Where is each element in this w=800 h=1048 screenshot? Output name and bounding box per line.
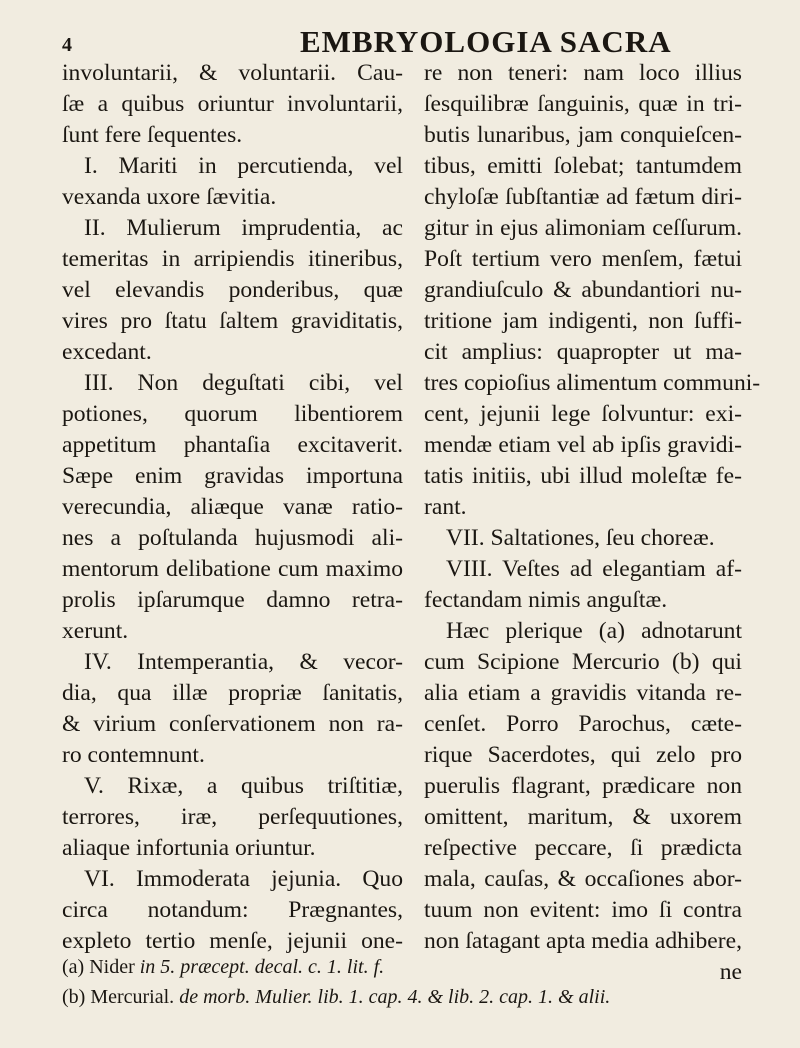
text-line: I. Mariti in percutienda, vel [84,153,403,179]
text-line: mentorum delibatione cum maximo [62,556,403,582]
text-line: mala, cauſas, & occaſiones abor- [424,866,742,892]
text-line: rique Sacerdotes, qui zelo pro [424,742,742,768]
text-line: re non teneri: nam loco illius [424,60,742,86]
text-line: excedant. [62,339,152,365]
footnote-mark: (a) [62,956,85,978]
text-line: tres copioſius alimentum communi- [424,370,761,396]
text-line: fectandam nimis anguſtæ. [424,587,668,613]
text-line: gitur in ejus alimoniam ceſſurum. [424,215,742,241]
left-column [62,58,403,957]
page-header [0,0,800,58]
text-line: dia, qua illæ propriæ ſanitatis, [62,680,403,706]
text-line: Hæc plerique (a) adnotarunt [446,618,742,644]
text-line: ne [719,959,742,985]
text-line: verecundia, aliæque vanæ ratio- [62,494,403,520]
text-line: tritione jam indigenti, non ſuffi- [424,308,742,334]
page-number: 4 [62,34,72,56]
text-line: reſpective peccare, ſi prædicta [424,835,742,861]
text-line: puerulis flagrant, prædicare non [424,773,742,799]
text-line: vel elevandis ponderibus, quæ [62,277,403,303]
text-line: III. Non deguſtati cibi, vel [84,370,403,396]
text-line: non ſatagant apta media adhibere, [424,928,742,954]
text-line: vexanda uxore ſævitia. [62,184,277,210]
footnote-a [62,952,742,982]
footnote-author: Nider [89,956,135,978]
text-line: terrores, iræ, perſequutiones, [62,804,403,830]
text-line: nes a poſtulanda hujusmodi ali- [62,525,403,551]
footnote-mark: (b) [62,986,86,1008]
text-line: Sæpe enim gravidas importuna [62,463,403,489]
footnote-b [62,982,742,1012]
text-line: cit amplius: quapropter ut ma- [424,339,742,365]
text-line: grandiuſculo & abundantiori nu- [424,277,742,303]
text-line: tatis initiis, ubi illud moleſtæ fe- [424,463,742,489]
text-line: cent, jejunii lege ſolvuntur: exi- [424,401,742,427]
text-line: vires pro ſtatu ſaltem graviditatis, [62,308,403,334]
text-line: ro contemnunt. [62,742,205,768]
text-line: VI. Immoderata jejunia. Quo [84,866,403,892]
text-line: butis lunaribus, jam conquieſcen- [424,122,742,148]
footnote-reference: in 5. præcept. decal. c. 1. lit. f. [139,956,385,978]
text-line: & virium conſervationem non ra- [62,711,403,737]
text-line: chyloſæ ſubſtantiæ ad fætum diri- [424,184,742,210]
text-line: VIII. Veſtes ad elegantiam af- [446,556,742,582]
text-line: ſunt fere ſequentes. [62,122,243,148]
text-line: temeritas in arripiendis itineribus, [62,246,403,272]
text-line: cenſet. Porro Parochus, cæte- [424,711,742,737]
text-line: rant. [424,494,467,520]
text-line: VII. Saltationes, ſeu choreæ. [446,525,715,551]
running-head: EMBRYOLOGIA SACRA [300,24,672,59]
text-line: xerunt. [62,618,129,644]
text-line: tuum non evitent: imo ſi contra [424,897,742,923]
text-line: prolis ipſarumque damno retra- [62,587,403,613]
footnote-author: Mercurial. [90,986,175,1008]
right-column [424,58,761,988]
text-line: ſæ a quibus oriuntur involuntarii, [62,91,403,117]
text-line: V. Rixæ, a quibus triſtitiæ, [84,773,403,799]
text-line: ſesquilibræ ſanguinis, quæ in tri- [424,91,742,117]
text-line: omittent, maritum, & uxorem [424,804,742,830]
text-line: expleto tertio menſe, jejunii one- [62,928,403,954]
footnote-reference: de morb. Mulier. lib. 1. cap. 4. & lib. 2. cap. 1. & alii. [179,986,611,1008]
text-line: II. Mulierum imprudentia, ac [84,215,403,241]
footnotes [62,952,742,1012]
text-line: mendæ etiam vel ab ipſis gravidi- [424,432,742,458]
text-line: potiones, quorum libentiorem [62,401,403,427]
text-line: alia etiam a gravidis vitanda re- [424,680,742,706]
text-line: cum Scipione Mercurio (b) qui [424,649,742,675]
text-line: IV. Intemperantia, & vecor- [84,649,403,675]
text-line: involuntarii, & voluntarii. Cau- [62,60,403,86]
text-line: aliaque infortunia oriuntur. [62,835,316,861]
text-line: appetitum phantaſia excitaverit. [62,432,403,458]
text-line: Poſt tertium vero menſem, fætui [424,246,742,272]
text-line: tibus, emitti ſolebat; tantumdem [424,153,742,179]
text-line: circa notandum: Prægnantes, [62,897,403,923]
